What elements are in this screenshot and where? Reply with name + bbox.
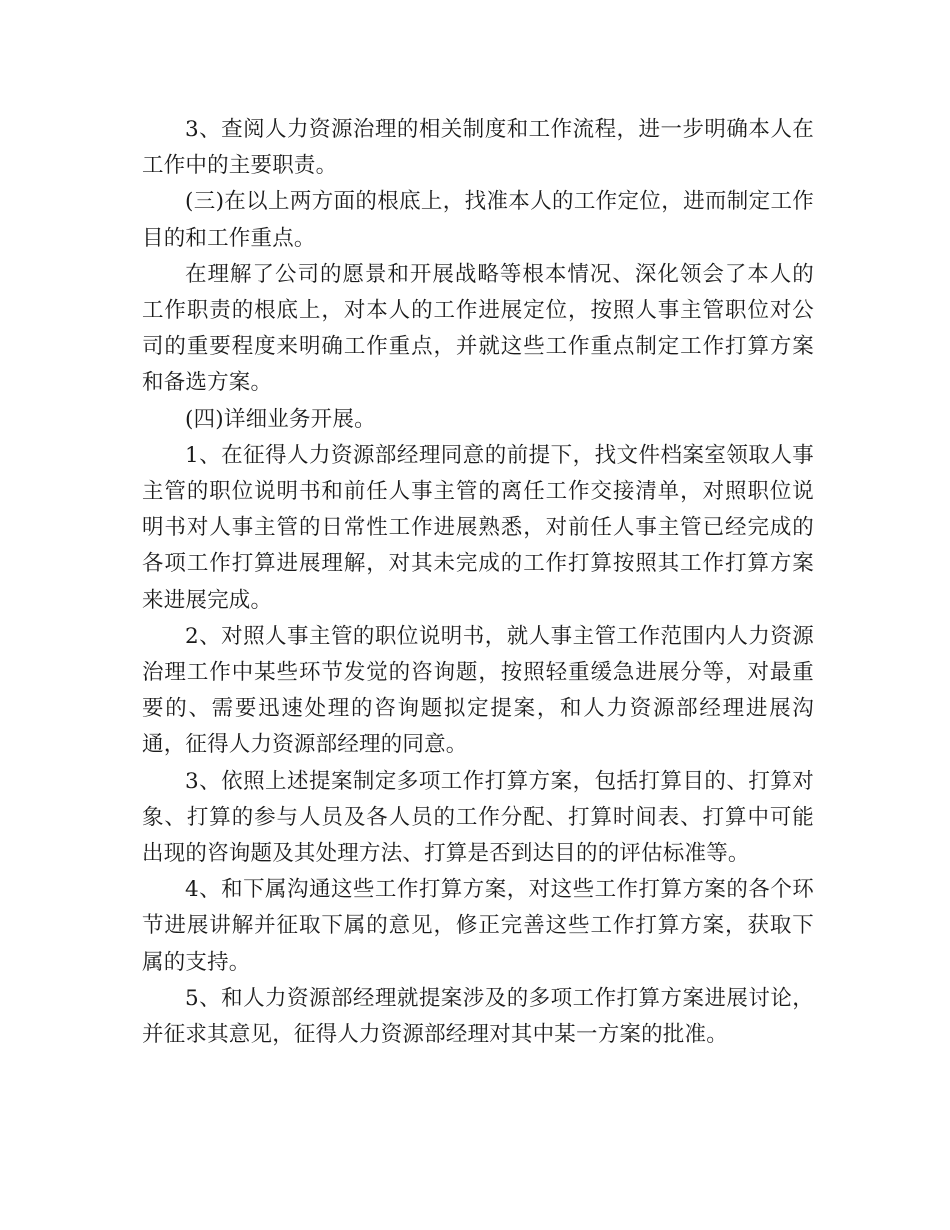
paragraph-section-3: (三)在以上两方面的根底上，找准本人的工作定位，进而制定工作目的和工作重点。 [142, 189, 814, 251]
paragraph-item-1: 1、在征得人力资源部经理同意的前提下，找文件档案室领取人事主管的职位说明书和前任人事主管的离任工作交接清单，对照职位说明书对人事主管的日常性工作进展熟悉，对前任人事主管已经完成的各项工作打算进展理解，对其未完成的工作打算按照其工作打算方案来进展完成。 [142, 442, 814, 613]
paragraph-positioning: 在理解了公司的愿景和开展战略等根本情况、深化领会了本人的工作职责的根底上，对本人的工作进展定位，按照人事主管职位对公司的重要程度来明确工作重点，并就这些工作重点制定工作打算方案和备选方案。 [142, 261, 814, 396]
paragraph-item-3-review: 3、查阅人力资源治理的相关制度和工作流程，进一步明确本人在工作中的主要职责。 [142, 117, 814, 179]
paragraph-item-3-plan: 3、依照上述提案制定多项工作打算方案，包括打算目的、打算对象、打算的参与人员及各人员的工作分配、打算时间表、打算中可能出现的咨询题及其处理方法、打算是否到达目的的评估标准等。 [142, 768, 814, 867]
paragraph-section-4-heading: (四)详细业务开展。 [185, 406, 376, 432]
paragraph-item-5: 5、和人力资源部经理就提案涉及的多项工作打算方案进展讨论，并征求其意见，征得人力资源部经理对其中某一方案的批准。 [142, 985, 814, 1048]
paragraph-item-2: 2、对照人事主管的职位说明书，就人事主管工作范围内人力资源治理工作中某些环节发觉的咨询题，按照轻重缓急进展分等，对最重要的、需要迅速处理的咨询题拟定提案，和人力资源部经理进展沟通，征得人力资源部经理的同意。 [142, 623, 814, 758]
paragraph-item-4: 4、和下属沟通这些工作打算方案，对这些工作打算方案的各个环节进展讲解并征取下属的意见，修正完善这些工作打算方案，获取下属的支持。 [142, 877, 814, 975]
document-body [142, 112, 814, 1053]
